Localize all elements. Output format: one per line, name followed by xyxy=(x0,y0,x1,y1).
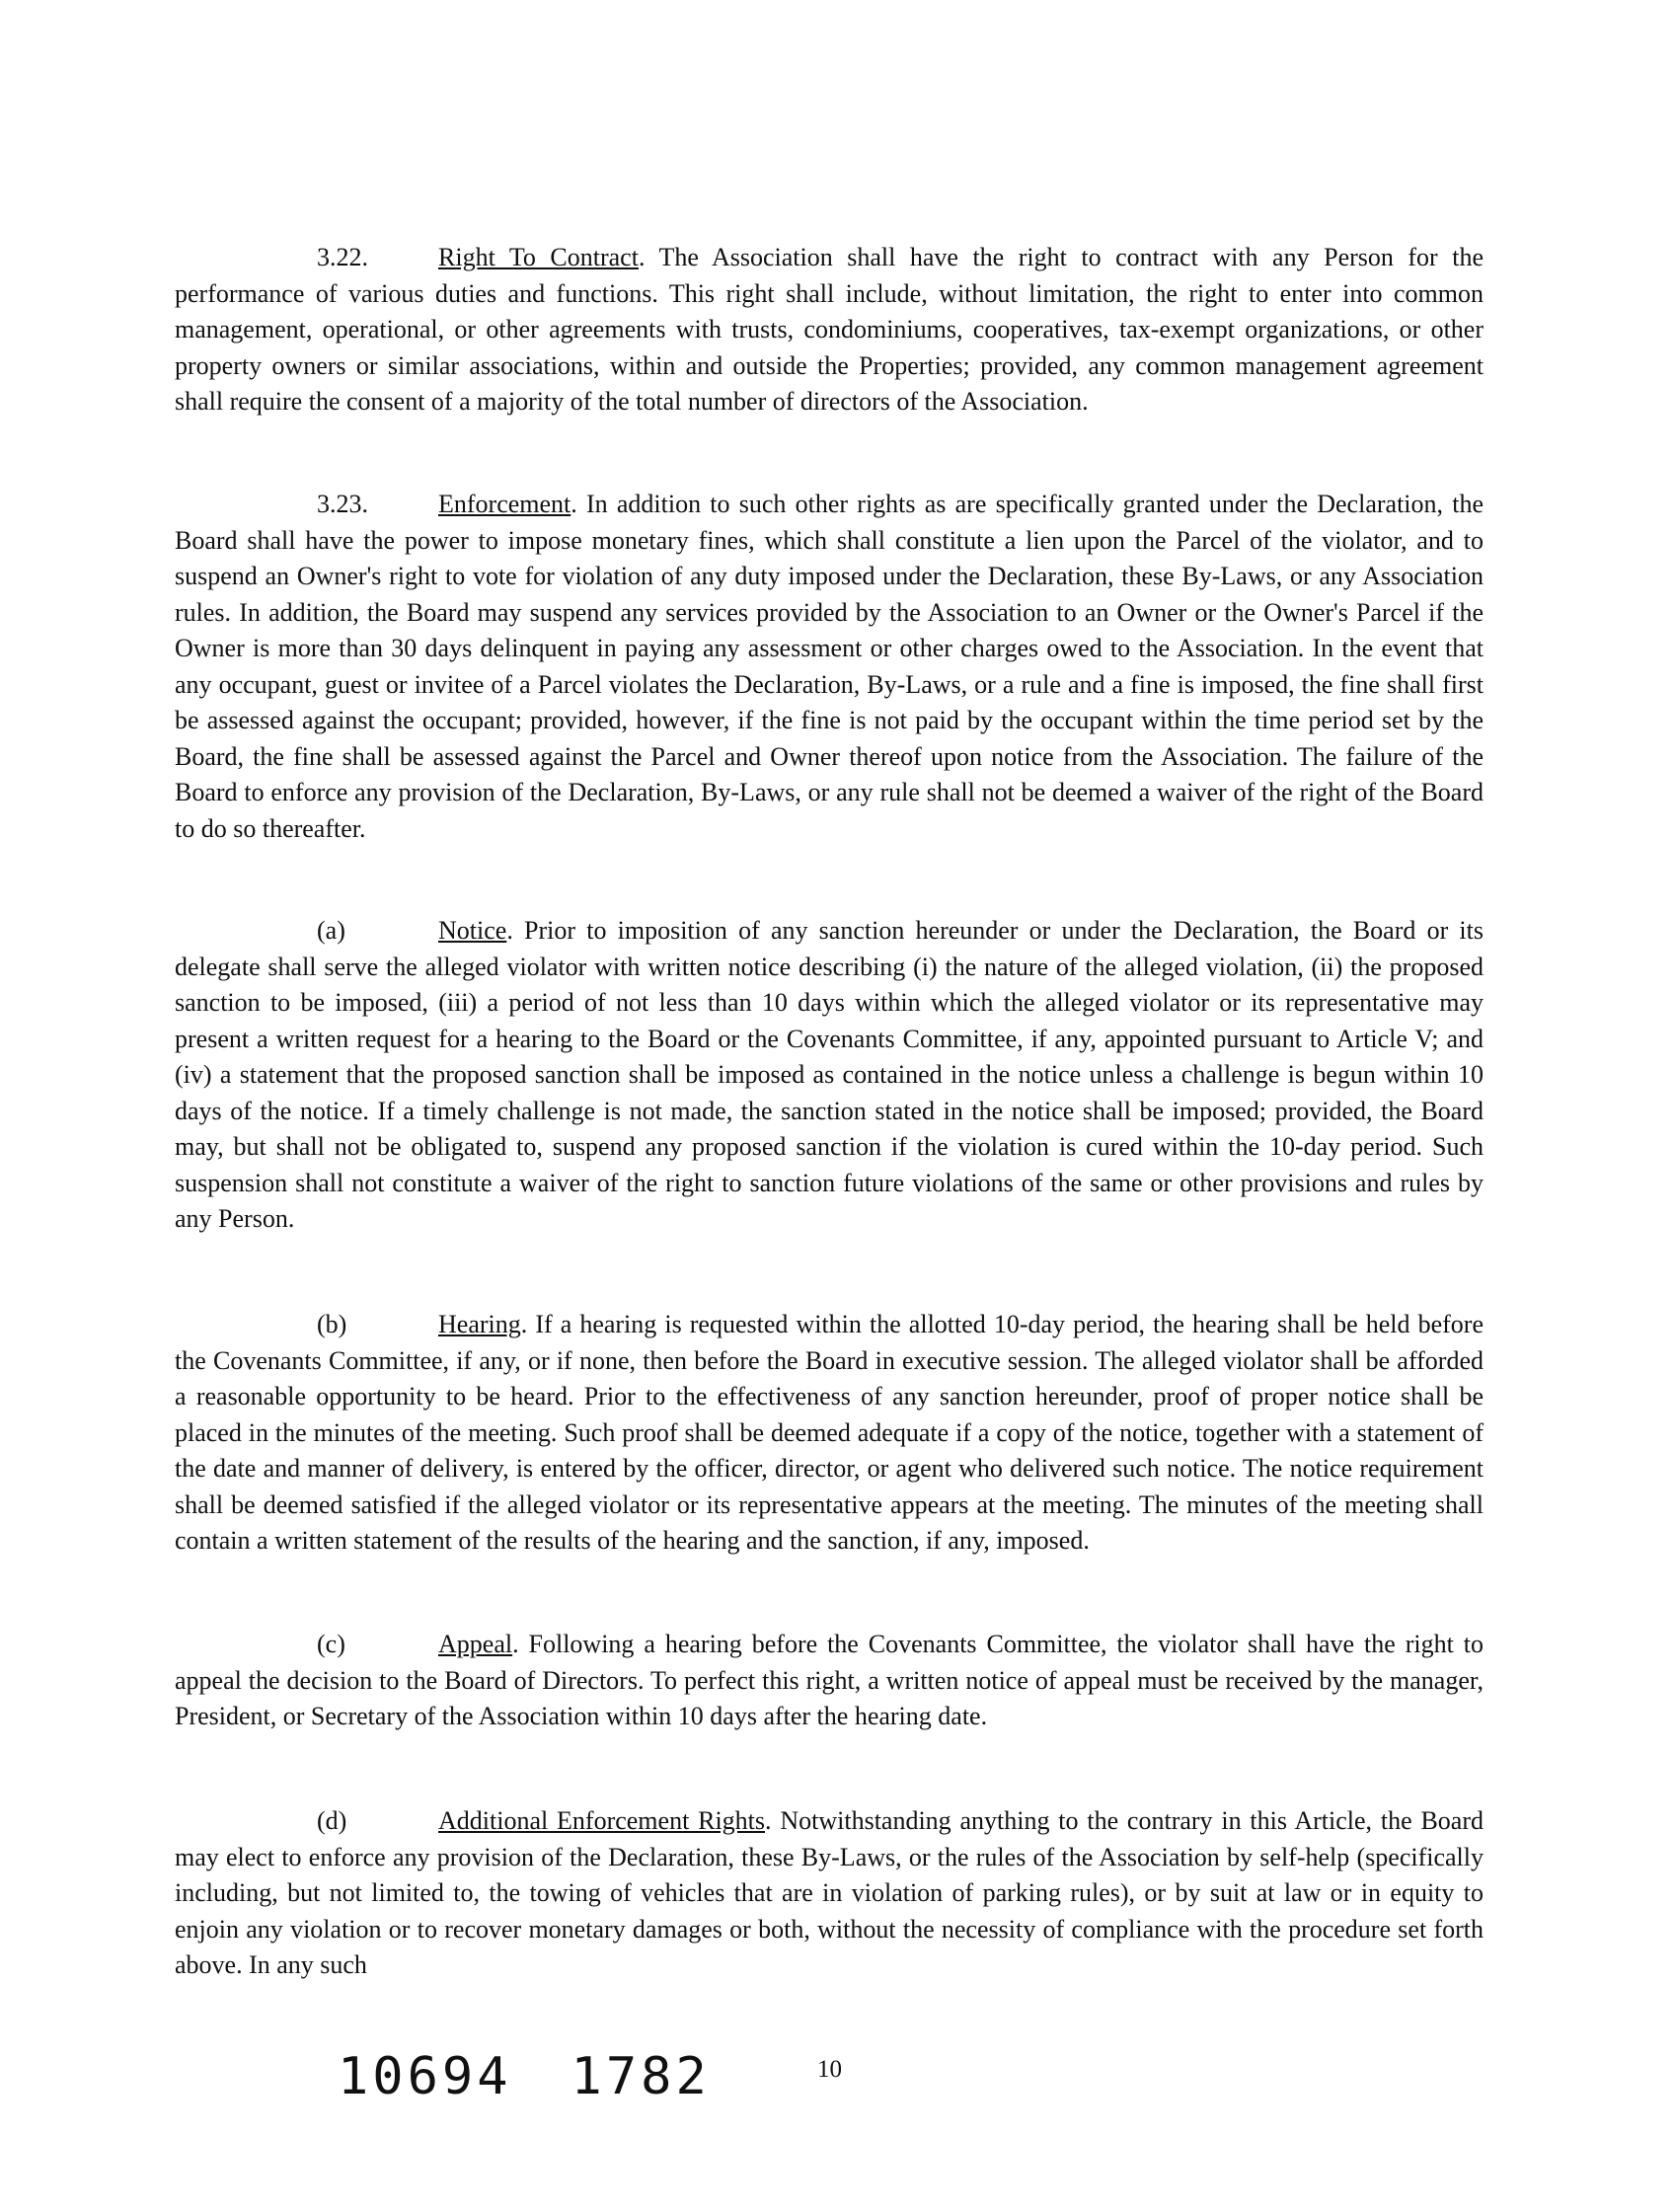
section-number: 3.22. xyxy=(317,243,368,271)
section-number: (d) xyxy=(317,1806,347,1835)
section-3-22 xyxy=(175,240,1484,420)
section-number: (b) xyxy=(317,1310,347,1338)
section-number: (a) xyxy=(317,916,345,945)
section-heading: Additional Enforcement Rights xyxy=(438,1806,766,1835)
subsection-a xyxy=(175,913,1484,1238)
section-heading: Enforcement xyxy=(438,490,571,518)
book-number: 10694 xyxy=(338,2047,512,2106)
section-body: . Prior to imposition of any sanction hereunder or under the Declaration, the Board or its delegate shall serve the alleged violator with written notice describing (i) the nature of the alleged violation, (ii) the proposed sanction to be imposed, (iii) a period of not less than 10 days within which the alleged violator or its representative may present a written request for a hearing to the Board or the Covenants Committee, if any, appointed pursuant to Article V; and (iv) a statement that the proposed sanction shall be imposed as contained in the notice unless a challenge is begun within 10 days of the notice. If a timely challenge is not made, the sanction stated in the notice shall be imposed; provided, the Board may, but shall not be obligated to, suspend any proposed sanction if the violation is cured within the 10-day period. Such suspension shall not constitute a waiver of the right to sanction future violations of the same or other provisions and rules by any Person. xyxy=(175,916,1484,1233)
section-body: . If a hearing is requested within the allotted 10-day period, the hearing shall be held before the Covenants Committee, if any, or if none, then before the Board in executive session. The alleged violator shall be afforded a reasonable opportunity to be heard. Prior to the effectiveness of any sanction hereunder, proof of proper notice shall be placed in the minutes of the meeting. Such proof shall be deemed adequate if a copy of the notice, together with a statement of the date and manner of delivery, is entered by the officer, director, or agent who delivered such notice. The notice requirement shall be deemed satisfied if the alleged violator or its representative appears at the meeting. The minutes of the meeting shall contain a written statement of the results of the hearing and the sanction, if any, imposed. xyxy=(175,1310,1484,1555)
subsection-c xyxy=(175,1627,1484,1735)
section-number: 3.23. xyxy=(317,490,368,518)
section-body: . The Association shall have the right to contract with any Person for the performance of various duties and functions. This right shall include, without limitation, the right to enter into common management, operational, or other agreements with trusts, condominiums, cooperatives, tax-exempt organizations, or other property owners or similar associations, within and outside the Properties; provided, any common management agreement shall require the consent of a majority of the total number of directors of the Association. xyxy=(175,243,1484,416)
section-body: . In addition to such other rights as are specifically granted under the Declaration, the Board shall have the power to impose monetary fines, which shall constitute a lien upon the Parcel of the violator, and to suspend an Owner's right to vote for violation of any duty imposed under the Declaration, these By-Laws, or any Association rules. In addition, the Board may suspend any services provided by the Association to an Owner or the Owner's Parcel if the Owner is more than 30 days delinquent in paying any assessment or other charges owed to the Association. In the event that any occupant, guest or invitee of a Parcel violates the Declaration, By-Laws, or a rule and a fine is imposed, the fine shall first be assessed against the occupant; provided, however, if the fine is not paid by the occupant within the time period set by the Board, the fine shall be assessed against the Parcel and Owner thereof upon notice from the Association. The failure of the Board to enforce any provision of the Declaration, By-Laws, or any rule shall not be deemed a waiver of the right of the Board to do so thereafter. xyxy=(175,490,1484,843)
recording-stamp xyxy=(338,2047,711,2106)
section-heading: Appeal xyxy=(438,1630,513,1658)
page-number: 10 xyxy=(817,2056,842,2083)
subsection-d xyxy=(175,1803,1484,1984)
section-body: . Following a hearing before the Covenants Committee, the violator shall have the right to appeal the decision to the Board of Directors. To perfect this right, a written notice of appeal must be received by the manager, President, or Secretary of the Association within 10 days after the hearing date. xyxy=(175,1630,1484,1730)
subsection-b xyxy=(175,1307,1484,1560)
section-heading: Hearing xyxy=(438,1310,521,1338)
section-body: . Notwithstanding anything to the contrary in this Article, the Board may elect to enforce any provision of the Declaration, these By-Laws, or the rules of the Association by self-help (specifically including, but not limited to, the towing of vehicles that are in violation of parking rules), or by suit at law or in equity to enjoin any violation or to recover monetary damages or both, without the necessity of compliance with the procedure set forth above. In any such xyxy=(175,1806,1484,1979)
section-number: (c) xyxy=(317,1630,345,1658)
page-reference: 1782 xyxy=(571,2047,711,2106)
section-heading: Right To Contract xyxy=(438,243,639,271)
section-3-23 xyxy=(175,487,1484,847)
section-heading: Notice xyxy=(438,916,507,945)
